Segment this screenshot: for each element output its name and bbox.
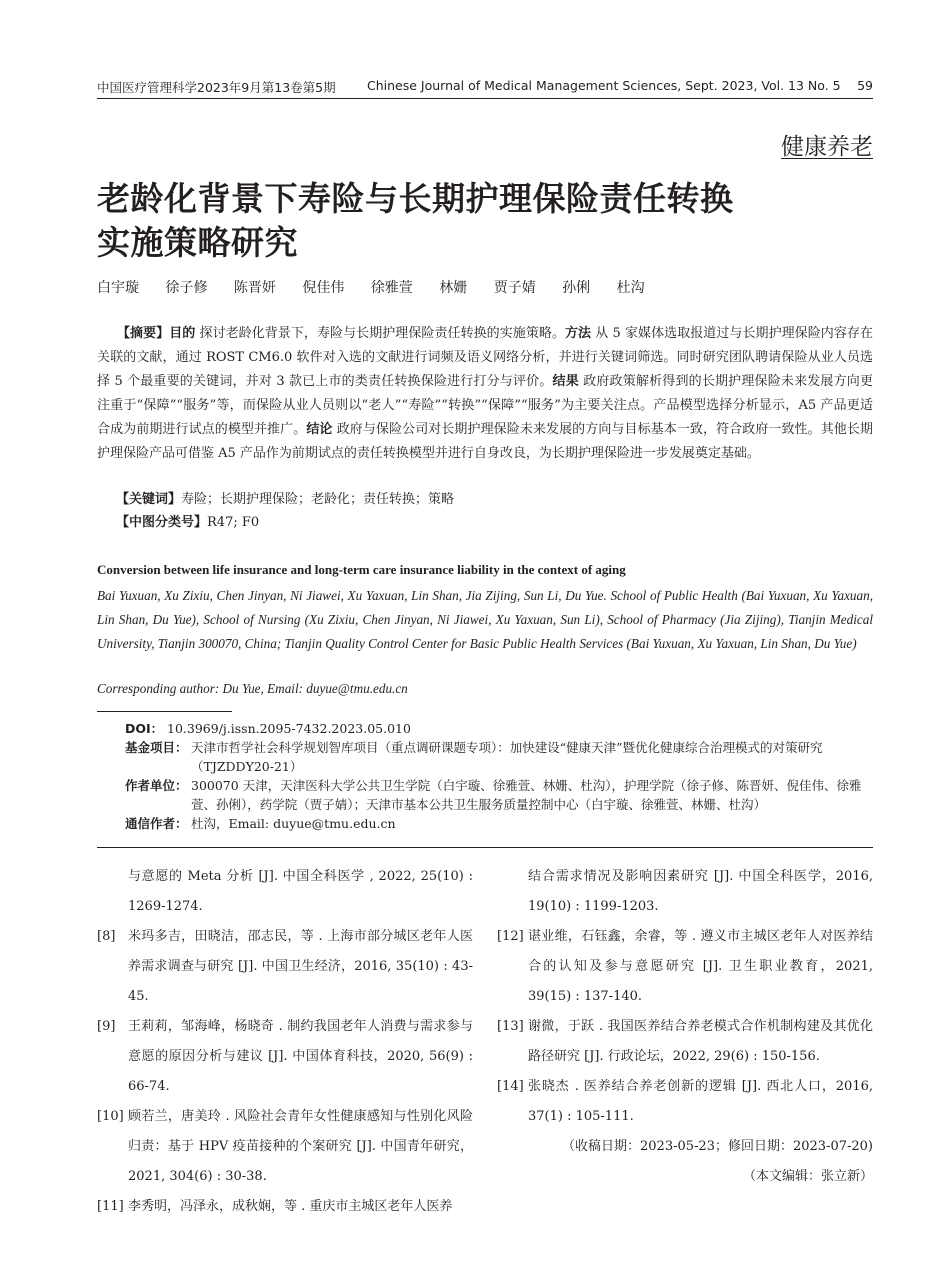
abstract-label: 【摘要】 bbox=[117, 326, 170, 341]
received-dates: （收稿日期：2023-05-23；修回日期：2023-07-20) bbox=[562, 1139, 873, 1154]
journal-name-en: Chinese Journal of Medical Management Sciences, Sept. 2023, Vol. 13 No. 5 bbox=[367, 78, 841, 93]
affiliation-label: 作者单位： bbox=[125, 778, 188, 793]
article-title bbox=[97, 177, 797, 265]
english-corresponding: Corresponding author: Du Yue, Email: duyue@tmu.edu.cn bbox=[97, 681, 408, 696]
footnote-doi bbox=[125, 719, 875, 738]
conclusion-text: 政府与保险公司对长期护理保险未来发展的方向与目标基本一致，符合政府一致性。其他长期护理保险产品可借鉴 A5 产品作为前期试点的责任转换模型并进行自身改良，为长期护理保险进一步发展奠定基础。 bbox=[97, 422, 873, 461]
author: 白宇璇 bbox=[97, 280, 139, 296]
section-label: 健康养老 bbox=[781, 134, 873, 160]
results-label: 结果 bbox=[552, 374, 579, 389]
abstract-paragraph bbox=[97, 322, 873, 466]
header-rule bbox=[97, 98, 873, 99]
classification bbox=[116, 512, 259, 534]
references-right-column bbox=[497, 862, 873, 1192]
fund-label: 基金项目： bbox=[125, 740, 188, 755]
abstract bbox=[97, 322, 873, 466]
author: 杜沟 bbox=[616, 280, 645, 296]
reference-item: [13] 谢微，于跃 . 我国医养结合养老模式合作机制构建及其优化路径研究 [J]. 行政论坛，2022, 29(6) : 150-156. bbox=[497, 1019, 873, 1064]
author: 贾子婧 bbox=[493, 280, 536, 296]
fund-text: 天津市哲学社会科学规划智库项目（重点调研课题专项）：加快建设“健康天津”暨优化健康综合治理模式的对策研究（TJZDDY20-21） bbox=[191, 740, 823, 774]
keywords-value: 寿险；长期护理保险；老龄化；责任转换；策略 bbox=[181, 492, 455, 507]
keywords-label: 【关键词】 bbox=[116, 492, 182, 507]
title-line-2: 实施策略研究 bbox=[97, 223, 298, 262]
editor-note: （本文编辑：张立新） bbox=[742, 1169, 873, 1184]
page-number: 59 bbox=[857, 78, 873, 93]
english-title: Conversion between life insurance and long-term care insurance liability in the context of aging bbox=[97, 562, 626, 577]
affiliation-text: 300070 天津，天津医科大学公共卫生学院（白宇璇、徐雅萱、林姗、杜沟），护理学院（徐子修、陈晋妍、倪佳伟、徐雅萱、孙俐），药学院（贾子婧）；天津市基本公共卫生服务质量控制中心（白宇璇、徐雅萱、林姗、杜沟） bbox=[191, 778, 862, 812]
author: 陈晋妍 bbox=[233, 280, 276, 296]
classification-label: 【中图分类号】 bbox=[116, 515, 208, 530]
author: 徐子修 bbox=[165, 280, 208, 296]
journal-name-cn: 中国医疗管理科学2023年9月第13卷第5期 bbox=[97, 80, 336, 95]
author-list bbox=[97, 277, 667, 297]
reference-item: [10] 顾若兰，唐美玲 . 风险社会青年女性健康感知与性别化风险归责：基于 HPV 疫苗接种的个案研究 [J]. 中国青年研究，2021, 304(6) : 30-38. bbox=[97, 1109, 473, 1184]
reference-item: [11] 李秀明，冯泽永，成秋娴，等 . 重庆市主城区老年人医养 bbox=[97, 1199, 453, 1214]
classification-value: R47; F0 bbox=[207, 515, 260, 530]
title-line-1: 老龄化背景下寿险与长期护理保险责任转换 bbox=[97, 179, 734, 218]
author: 徐雅萱 bbox=[370, 280, 413, 296]
footnote-corresponding bbox=[125, 814, 875, 833]
footnote-rule bbox=[97, 711, 232, 712]
reference-continuation: 结合需求情况及影响因素研究 [J]. 中国全科医学，2016, 19(10) : 1199-1203. bbox=[528, 869, 873, 914]
conclusion-label: 结论 bbox=[306, 422, 333, 437]
body-rule bbox=[97, 847, 873, 848]
methods-text: 从 5 家媒体选取报道过与长期护理保险内容存在关联的文献，通过 ROST CM6.0 软件对入选的文献进行词频及语义网络分析，并进行关键词筛选。同时研究团队聘请保险从业人员选择 5 个最重要的关键词，并对 3 款已上市的类责任转换保险进行打分与评价。 bbox=[97, 326, 873, 389]
results-text: 政府政策解析得到的长期护理保险未来发展方向更注重于“保障”“服务”等，而保险从业人员则以“老人”“寿险”“转换”“保障”“服务”为主要关注点。产品模型选择分析显示，A5 产品更适合成为前期进行试点的模型并推广。 bbox=[97, 374, 873, 437]
corresponding-text: 杜沟，Email: duyue@tmu.edu.cn bbox=[191, 816, 396, 831]
objective-label: 目的 bbox=[169, 326, 196, 341]
author: 倪佳伟 bbox=[302, 280, 345, 296]
keywords bbox=[116, 489, 454, 511]
reference-item: [9] 王莉莉，邹海峰，杨晓奇 . 制约我国老年人消费与需求参与意愿的原因分析与建议 [J]. 中国体育科技，2020, 56(9) : 66-74. bbox=[97, 1019, 473, 1094]
author: 孙俐 bbox=[562, 280, 591, 296]
references-left-column bbox=[97, 862, 473, 1222]
objective-text: 探讨老龄化背景下，寿险与长期护理保险责任转换的实施策略。 bbox=[199, 326, 565, 341]
running-head bbox=[97, 78, 873, 96]
methods-label: 方法 bbox=[565, 326, 592, 341]
reference-item: [8] 米玛多吉，田晓洁，邵志民，等 . 上海市部分城区老年人医养需求调查与研究 [J]. 中国卫生经济，2016, 35(10) : 43-45. bbox=[97, 929, 473, 1004]
reference-item: [14] 张晓杰 . 医养结合养老创新的逻辑 [J]. 西北人口，2016, 37(1) : 105-111. bbox=[497, 1079, 873, 1124]
footnote-fund bbox=[125, 738, 875, 776]
footnote-affiliation bbox=[125, 776, 875, 814]
english-authors: Bai Yuxuan, Xu Zixiu, Chen Jinyan, Ni Jiawei, Xu Yaxuan, Lin Shan, Jia Zijing, Sun Li, Du Yue. School of Public Health (Bai Yuxuan, Xu Yaxuan, Lin Shan, Du Yue), School of Nursing (Xu Zixiu, Chen Jinyan, Ni Jiawei, Xu Yaxuan, Sun Li), School of Pharmacy (Jia Zijing), Tianjin Medical University, Tianjin 300070, China; Tianjin Quality Control Center for Basic Public Health Services (Bai Yuxuan, Xu Yaxuan, Lin Shan, Du Yue) bbox=[97, 588, 873, 651]
author: 林姗 bbox=[439, 280, 468, 296]
corresponding-label: 通信作者： bbox=[125, 816, 188, 831]
doi-link[interactable]: 10.3969/j.issn.2095-7432.2023.05.010 bbox=[167, 721, 411, 736]
reference-continuation: 与意愿的 Meta 分析 [J]. 中国全科医学 , 2022, 25(10) : 1269-1274. bbox=[128, 869, 473, 914]
doi-label: DOI： bbox=[125, 721, 164, 736]
reference-item: [12] 谌业维，石钰鑫，余睿，等 . 遵义市主城区老年人对医养结合的认知及参与意愿研究 [J]. 卫生职业教育，2021, 39(15) : 137-140. bbox=[497, 929, 873, 1004]
